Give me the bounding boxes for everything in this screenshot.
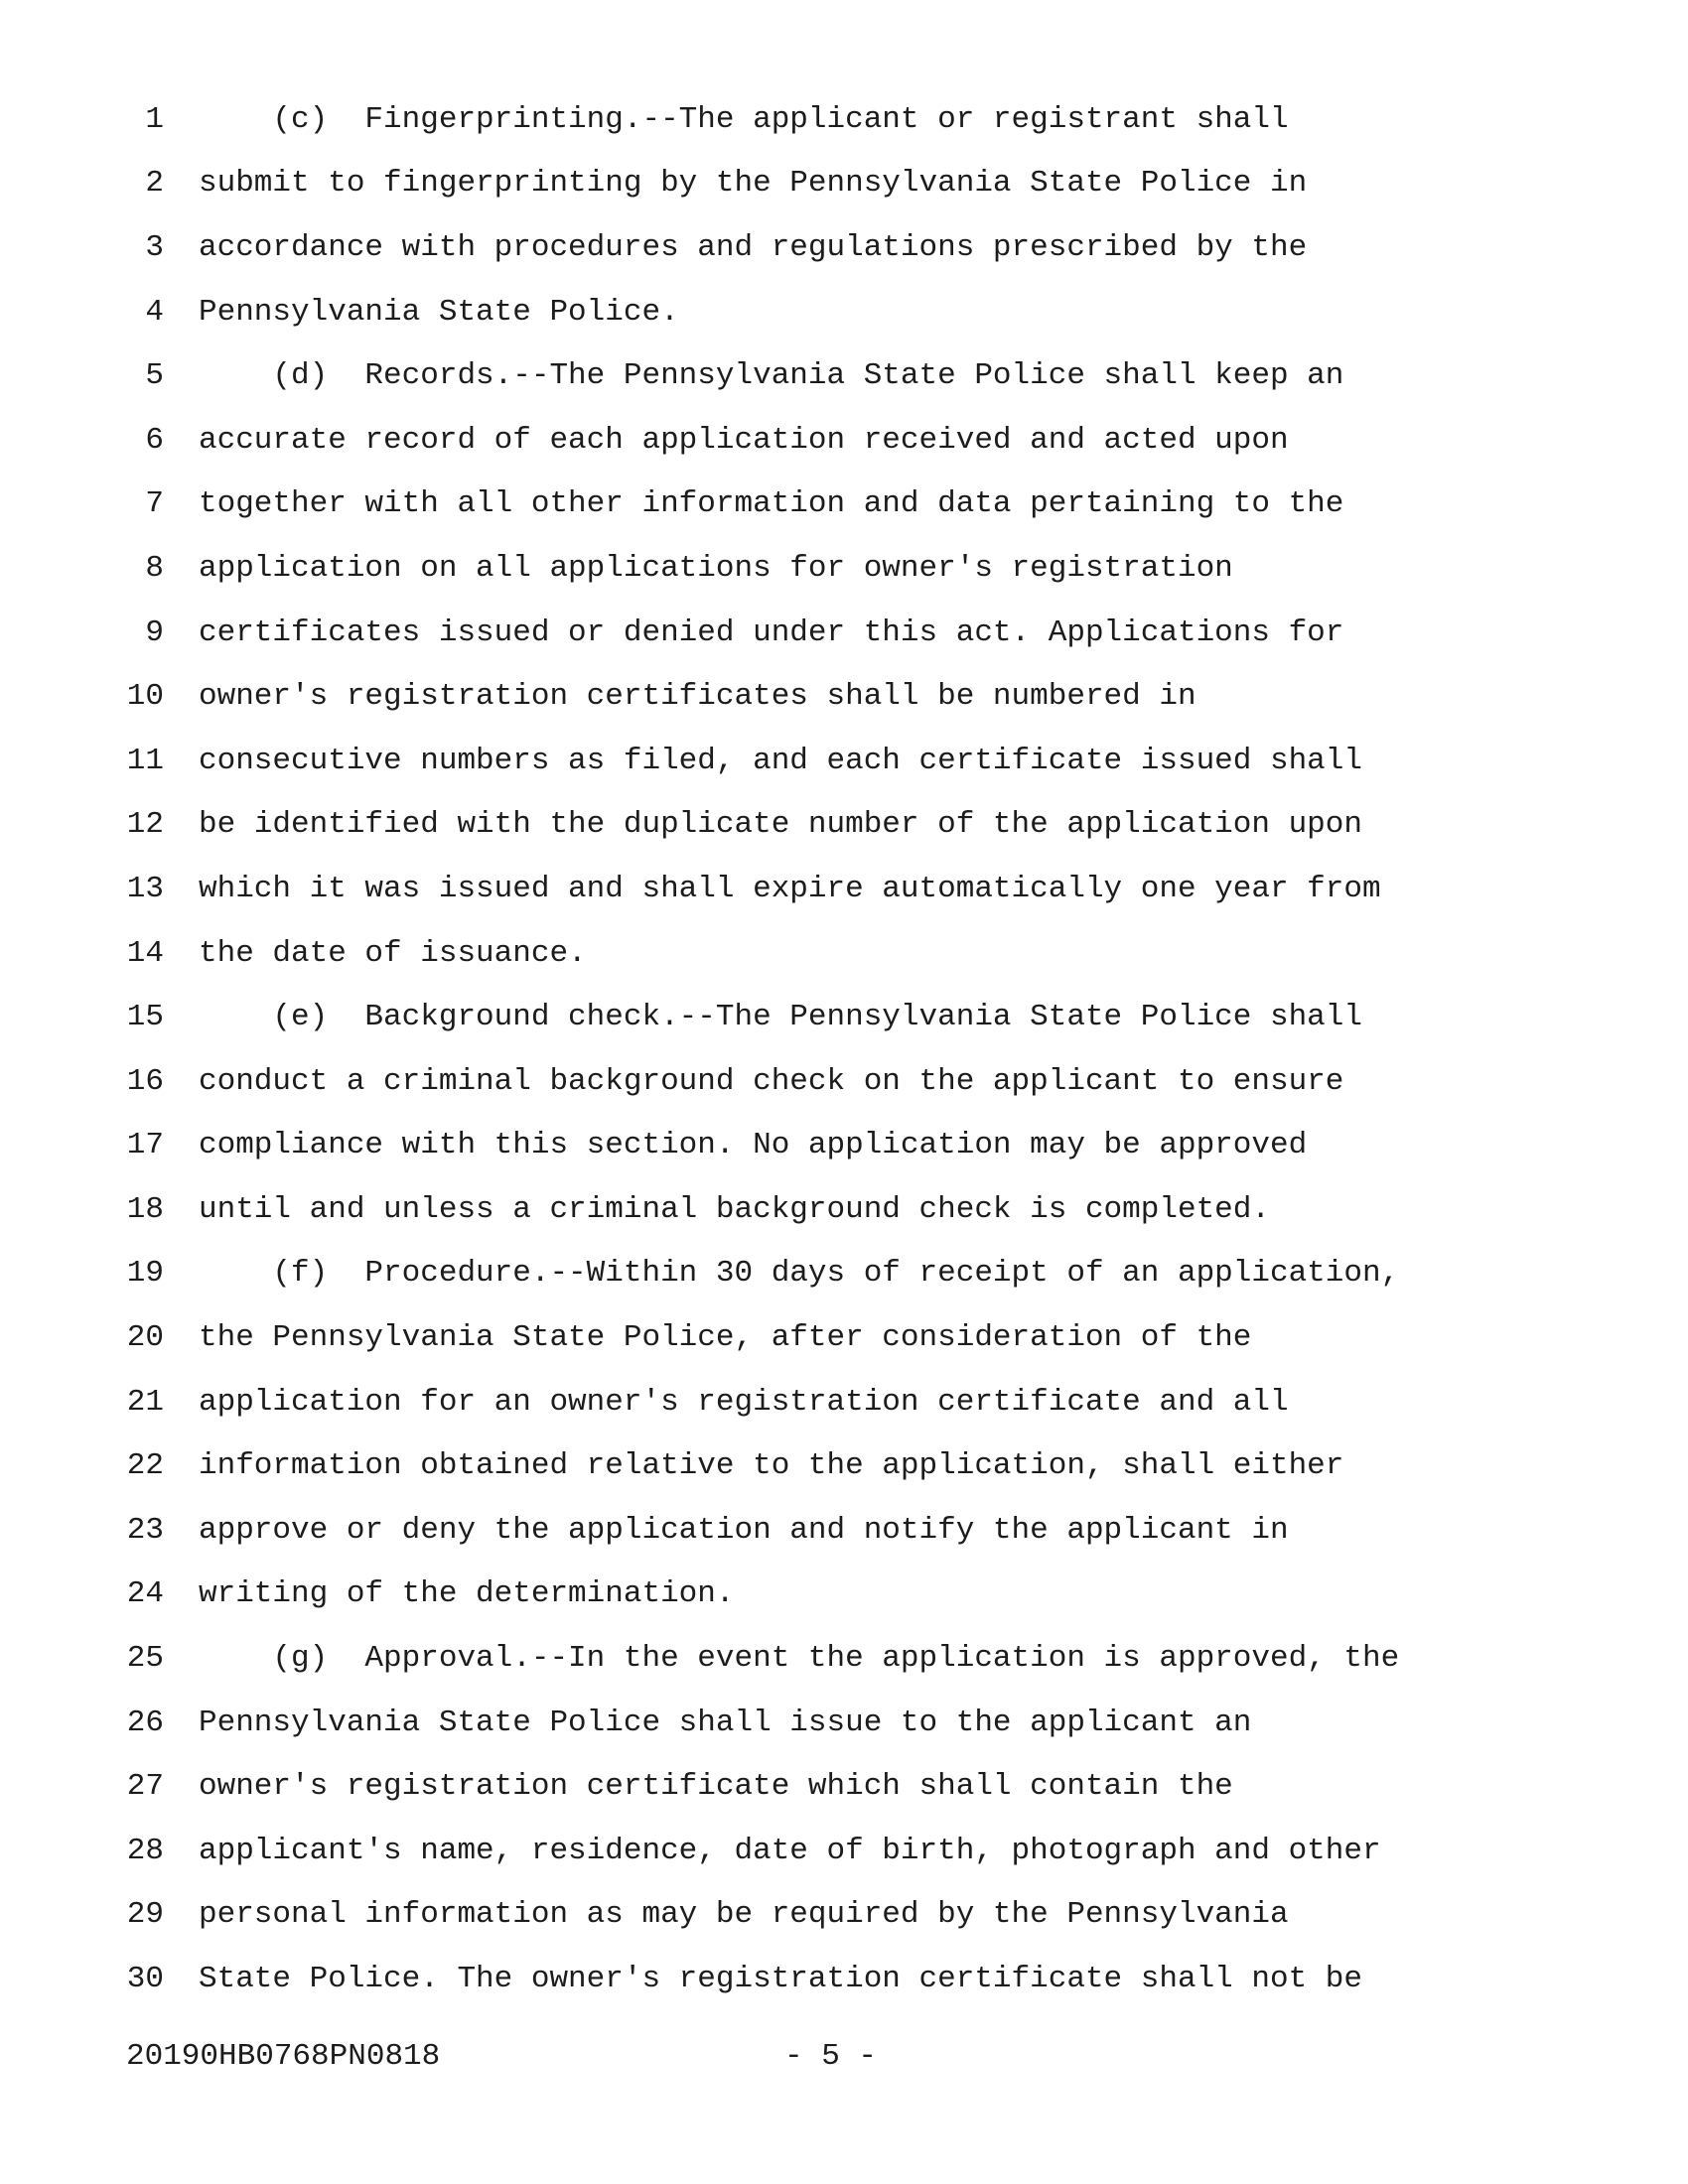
line-text: (c) Fingerprinting.--The applicant or registrant shall [199, 101, 1289, 137]
line-text: application on all applications for owner's registration [199, 550, 1233, 586]
line-number: 6 [145, 422, 164, 458]
line-text: be identified with the duplicate number of the application upon [199, 807, 1362, 843]
line-number: 23 [126, 1512, 164, 1548]
document-line [0, 793, 1688, 858]
document-line [0, 1626, 1688, 1691]
page-number: - 5 - [784, 2039, 878, 2074]
line-number: 14 [126, 935, 164, 971]
document-line [0, 1049, 1688, 1114]
line-text: together with all other information and data pertaining to the [199, 486, 1344, 522]
line-text: applicant's name, residence, date of birth, photograph and other [199, 1833, 1381, 1868]
document-line [0, 1498, 1688, 1563]
line-text: consecutive numbers as filed, and each certificate issued shall [199, 743, 1362, 778]
line-number: 5 [145, 358, 164, 394]
document-line [0, 729, 1688, 793]
line-text: Pennsylvania State Police. [199, 294, 679, 330]
document-line [0, 1947, 1688, 2011]
line-text: the date of issuance. [199, 935, 587, 971]
line-text: (e) Background check.--The Pennsylvania State Police shall [199, 1000, 1362, 1035]
line-text: until and unless a criminal background check is completed. [199, 1191, 1270, 1227]
line-number: 12 [126, 807, 164, 843]
document-line [0, 473, 1688, 537]
document-line [0, 1433, 1688, 1498]
line-number: 18 [126, 1191, 164, 1227]
line-number: 25 [126, 1641, 164, 1677]
line-text: submit to fingerprinting by the Pennsylvania State Police in [199, 166, 1308, 202]
document-line [0, 536, 1688, 601]
line-number: 11 [126, 743, 164, 778]
document-line [0, 1819, 1688, 1883]
line-text: State Police. The owner's registration certificate shall not be [199, 1962, 1362, 1997]
bill-identifier: 20190HB0768PN0818 [126, 2039, 441, 2074]
line-number: 2 [145, 166, 164, 202]
line-number: 15 [126, 1000, 164, 1035]
document-line [0, 1242, 1688, 1306]
line-number: 7 [145, 486, 164, 522]
line-text: Pennsylvania State Police shall issue to the applicant an [199, 1705, 1252, 1740]
document-line [0, 1563, 1688, 1627]
page-footer [0, 2037, 1688, 2077]
line-number: 26 [126, 1705, 164, 1740]
document-line [0, 1177, 1688, 1242]
document-line [0, 408, 1688, 473]
document-line [0, 857, 1688, 921]
document-line [0, 215, 1688, 280]
document-line [0, 1114, 1688, 1178]
line-number: 4 [145, 294, 164, 330]
line-number: 20 [126, 1320, 164, 1356]
line-number: 21 [126, 1384, 164, 1420]
line-number: 16 [126, 1063, 164, 1099]
line-number: 22 [126, 1448, 164, 1484]
document-line [0, 280, 1688, 344]
line-text: owner's registration certificate which shall contain the [199, 1769, 1233, 1805]
line-text: (g) Approval.--In the event the application is approved, the [199, 1641, 1400, 1677]
line-text: the Pennsylvania State Police, after consideration of the [199, 1320, 1252, 1356]
line-number: 24 [126, 1576, 164, 1612]
document-line [0, 1691, 1688, 1755]
line-number: 3 [145, 229, 164, 265]
line-number: 29 [126, 1897, 164, 1933]
document-line [0, 152, 1688, 216]
line-text: application for an owner's registration certificate and all [199, 1384, 1289, 1420]
line-text: conduct a criminal background check on the applicant to ensure [199, 1063, 1344, 1099]
line-number: 9 [145, 614, 164, 650]
line-number: 27 [126, 1769, 164, 1805]
line-text: which it was issued and shall expire automatically one year from [199, 871, 1381, 906]
line-text: approve or deny the application and notify the applicant in [199, 1512, 1289, 1548]
document-line [0, 1305, 1688, 1370]
document-line [0, 87, 1688, 152]
line-text: personal information as may be required by the Pennsylvania [199, 1897, 1289, 1933]
document-line [0, 664, 1688, 729]
line-number: 8 [145, 550, 164, 586]
line-text: accordance with procedures and regulations prescribed by the [199, 229, 1308, 265]
document-line [0, 1370, 1688, 1434]
line-text: certificates issued or denied under this act. Applications for [199, 614, 1344, 650]
line-text: owner's registration certificates shall be numbered in [199, 679, 1196, 715]
line-text: accurate record of each application received and acted upon [199, 422, 1289, 458]
document-line [0, 985, 1688, 1049]
line-text: (d) Records.--The Pennsylvania State Police shall keep an [199, 358, 1344, 394]
line-text: (f) Procedure.--Within 30 days of receipt of an application, [199, 1256, 1400, 1292]
document-line [0, 601, 1688, 665]
line-number: 28 [126, 1833, 164, 1868]
line-number: 1 [145, 101, 164, 137]
document-line [0, 343, 1688, 408]
line-number: 30 [126, 1962, 164, 1997]
document-line [0, 1754, 1688, 1819]
line-text: writing of the determination. [199, 1576, 735, 1612]
text-body [0, 87, 1688, 2011]
line-number: 19 [126, 1256, 164, 1292]
line-number: 10 [126, 679, 164, 715]
line-number: 13 [126, 871, 164, 906]
line-number: 17 [126, 1128, 164, 1163]
document-line [0, 921, 1688, 986]
line-text: compliance with this section. No application may be approved [199, 1128, 1308, 1163]
document-line [0, 1883, 1688, 1948]
line-text: information obtained relative to the application, shall either [199, 1448, 1344, 1484]
